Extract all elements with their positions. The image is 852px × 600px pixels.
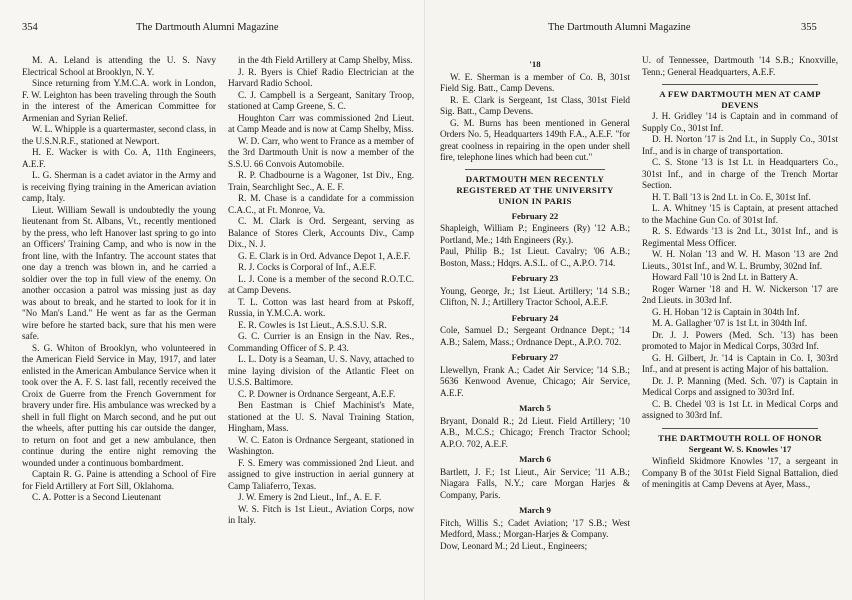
registration-date: February 24: [511, 312, 559, 323]
camp-devens-item: J. H. Gridley '14 is Captain and in command of Supply Co., 301st Inf.: [642, 111, 838, 133]
news-item: L. J. Cone is a member of the second R.O.T.C. at Camp Devens.: [228, 273, 414, 295]
continuation-text: U. of Tennessee, Dartmouth '14 S.B.; Knoxville, Tenn.; General Headquarters, A.E.F.: [642, 55, 838, 77]
registration-entry: Cole, Samuel D.; Sergeant Ordnance Dept.; '14 A.B.; Salem, Mass.; Ordnance Dept., A.P.O. 702.: [440, 325, 630, 347]
news-item: T. L. Cotton was last heard from at Pskoff, Russia, in Y.M.C.A. work.: [228, 296, 414, 318]
left-page-number: 354: [22, 22, 38, 33]
news-item: S. G. Whiton of Brooklyn, who volunteered in the American Field Service in May, 1917, and later enlisted in the American Ambulance Service when it took over the A. F. S. last fall, recently received the Croix de Guerre from the French Government for bravery under fire. His ambulance was wrecked by a shell in full flight on March second, and he put out the wheels, after putting his car outside the danger, to return on foot and get a new ambulance, then continue during the entire night removing the wounded under a continuous bombardment.: [22, 342, 216, 468]
news-item: R. M. Chase is a candidate for a commission C.A.C., at Ft. Monroe, Va.: [228, 193, 414, 215]
left-column-2: [228, 55, 414, 527]
news-item: G. M. Burns has been mentioned in General Orders No. 5, Headquarters 149th F.A., A.E.F. "for great coolness in repairing in the open under shell fire, telephone lines which had been cut.": [440, 117, 630, 162]
camp-devens-item: Roger Warner '18 and H. W. Nickerson '17 are 2nd Lieuts. in 303rd Inf.: [642, 283, 838, 305]
registration-entry: Paul, Philip B.; 1st Lieut. Cavalry; '06 A.B.; Boston, Mass.; Hdqrs. A.S.L. of C., A.P.O. 714.: [440, 246, 630, 268]
news-item: C. M. Clark is Ord. Sergeant, serving as Balance of Stores Clerk, Accounts Div., Camp Dix., N. J.: [228, 216, 414, 249]
right-running-title: The Dartmouth Alumni Magazine: [548, 22, 691, 33]
camp-devens-heading: A FEW DARTMOUTH MEN AT CAMP DEVENS: [659, 89, 821, 110]
news-item: Lieut. William Sewall is undoubtedly the young lieutenant from St. Albans, Vt., recently mentioned by the press, who left Hanover last spring to go into an Officers' Training Camp, and who is now in the front line, with the Infantry. The account states that one day a trench was blown in, and he carried a soldier over the top in full view of the enemy. On another occasion a patrol was missing just as day was about to break, and he started to look for it in "No Man's Land." He went as far as the German wire before he started back, sure that his men were safe.: [22, 204, 216, 341]
news-item: L. L. Doty is a Seaman, U. S. Navy, attached to mine laying division of the Atlantic Fleet on U.S.S. Baltimore.: [228, 354, 414, 387]
camp-devens-item: H. T. Ball '13 is 2nd Lt. in Co. E, 301st Inf.: [652, 191, 811, 202]
registration-date: February 27: [511, 352, 559, 362]
news-item: G. C. Currier is an Ensign in the Nav. Res., Commanding Officer of S. P. 43.: [228, 331, 414, 353]
registration-date: March 9: [519, 505, 551, 515]
registration-date: March 6: [519, 454, 551, 464]
left-column-1: [22, 55, 216, 504]
class-label: '18: [529, 59, 541, 69]
camp-devens-item: M. A. Gallagher '07 is 1st Lt. in 304th Inf.: [652, 318, 808, 328]
camp-devens-item: L. A. Whitney '15 is Captain, at present attached to the Machine Gun Co. of 301st Inf.: [642, 203, 838, 225]
news-item: W. C. Eaton is Ordnance Sergeant, stationed in Washington.: [228, 434, 414, 456]
news-item: Since returning from Y.M.C.A. work in London, F. W. Leighton has been traveling through the South in the interest of the American Committee for Armenian and Syrian Relief.: [22, 78, 216, 123]
roll-of-honor-text: Winfield Skidmore Knowles '17, a sergeant in Company B of the 301st Field Signal Battalion, died of meningitis at Camp Devens at Ayer, Mass.,: [642, 456, 838, 489]
news-item: C. A. Potter is a Second Lieutenant: [32, 492, 162, 502]
news-item: W. D. Carr, who went to France as a member of the 3rd Dartmouth Unit is now a member of the S.S.U. 66 Convois Automobile.: [228, 135, 414, 169]
registration-entry: Dow, Leonard M.; 2d Lieut., Engineers;: [440, 540, 588, 551]
camp-devens-item: Dr. J. P. Manning (Med. Sch. '07) is Captain in Medical Corps and assigned to 303rd Inf.: [642, 375, 838, 397]
registration-entry: Bartlett, J. F.; 1st Lieut., Air Service; '11 A.B.; Niagara Falls, N.Y.; care Morgan Harjes & Company, Paris.: [440, 466, 630, 500]
registration-entry: Shapleigh, William P.; Engineers (Ry) '12 A.B.; Portland, Me.; 14th Engineers (Ry.).: [440, 223, 630, 245]
news-item: Captain R. G. Paine is attending a School of Fire for Field Artillery at Fort Sill, Oklahoma.: [22, 469, 216, 491]
news-item: E. R. Cowles is 1st Lieut., A.S.S.U. S.R.: [238, 319, 387, 330]
news-item: L. G. Sherman is a cadet aviator in the Army and is receiving flying training in the American aviation camp, Italy.: [22, 170, 216, 203]
registration-date: February 22: [511, 210, 559, 221]
news-item: Houghton Carr was commissioned 2nd Lieut. at Camp Meade and is now at Camp Shelby, Miss.: [228, 112, 414, 134]
news-item: M. A. Leland is attending the U. S. Navy Electrical School at Brooklyn, N. Y.: [22, 55, 216, 77]
camp-devens-item: C. S. Stone '13 is 1st Lt. in Headquarters Co., 301st Inf., and in charge of the Trench Mortar Section.: [642, 157, 838, 190]
news-item: R. E. Clark is Sergeant, 1st Class, 301st Field Sig. Batt., Camp Devens.: [440, 94, 630, 116]
camp-devens-item: R. S. Edwards '13 is 2nd Lt., 301st Inf., and is Regimental Mess Officer.: [642, 226, 838, 248]
news-item: Ben Eastman is Chief Machinist's Mate, stationed at the U. S. Naval Training Station, Hingham, Mass.: [228, 400, 414, 433]
news-item: W. L. Whipple is a quartermaster, second class, in the U.S.N.R.F., stationed at Newport.: [22, 124, 216, 146]
university-union-heading: DARTMOUTH MEN RECENTLY REGISTERED AT THE UNIVERSITY UNION IN PARIS: [456, 173, 614, 206]
news-item: C. J. Campbell is a Sergeant, Sanitary Troop, stationed at Camp Greene, S. C.: [228, 89, 414, 111]
news-item: C. P. Downer is Ordnance Sergeant, A.E.F.: [238, 388, 396, 399]
camp-devens-item: C. B. Chedel '03 is 1st Lt. in Medical Corps and assigned to 303rd Inf.: [642, 398, 838, 420]
news-item: R. J. Cocks is Corporal of Inf., A.E.F.: [238, 262, 377, 272]
registration-entry: Fitch, Willis S.; Cadet Aviation; '17 S.B.; West Medford, Mass.; Morgan-Harjes & Company.: [440, 517, 630, 539]
registration-date: March 5: [519, 403, 551, 413]
news-item: J. W. Emery is 2nd Lieut., Inf., A. E. F.: [238, 492, 382, 502]
right-page: [426, 0, 852, 600]
roll-of-honor-heading: THE DARTMOUTH ROLL OF HONOR: [658, 432, 822, 443]
registration-entry: Bryant, Donald R.; 2d Lieut. Field Artillery; '10 A.B., M.C.S.; Chicago; French Tractor School; A.P.O. 702, A.E.F.: [440, 415, 630, 449]
section-divider: [465, 169, 605, 170]
camp-devens-item: Howard Fall '10 is 2nd Lt. in Battery A.: [652, 272, 799, 282]
news-item: W. E. Sherman is a member of Co. B, 301st Field Sig. Batt., Camp Devens.: [440, 71, 630, 93]
news-item: J. R. Byers is Chief Radio Electrician at the Harvard Radio School.: [228, 66, 414, 88]
registration-date: February 23: [511, 273, 559, 283]
news-item: G. E. Clark is in Ord. Advance Depot 1, A.E.F.: [238, 250, 411, 261]
camp-devens-item: Dr. J. J. Powers (Med. Sch. '13) has been promoted to Major in Medical Corps, 303rd Inf.: [642, 329, 838, 351]
registration-entry: Young, George, Jr.; 1st Lieut. Artillery; '14 S.B.; Clifton, N. J.; Artillery Tractor School, A.E.F.: [440, 285, 630, 307]
roll-of-honor-subheading: Sergeant W. S. Knowles '17: [688, 443, 792, 454]
camp-devens-item: G. H. Gilbert, Jr. '14 is Captain in Co. I, 303rd Inf., and at present is acting Major of his battalion.: [642, 352, 838, 374]
camp-devens-item: G. H. Hoban '12 is Captain in 304th Inf.: [652, 306, 800, 317]
news-item: in the 4th Field Artillery at Camp Shelby, Miss.: [238, 55, 413, 65]
camp-devens-item: D. H. Norton '17 is 2nd Lt., in Supply Co., 301st Inf., and is in charge of transportation.: [642, 134, 838, 156]
right-column-1: [440, 55, 630, 552]
section-divider: [662, 84, 818, 85]
right-column-2: [642, 55, 838, 491]
left-running-title: The Dartmouth Alumni Magazine: [136, 22, 279, 33]
camp-devens-item: W. H. Nolan '13 and W. H. Mason '13 are 2nd Lieuts., 301st Inf., and W. L. Brumby, 302nd Inf.: [642, 249, 838, 271]
section-divider: [662, 428, 818, 429]
news-item: R. P. Chadbourne is a Wagoner, 1st Div., Eng. Train, Searchlight Sec., A. E. F.: [228, 170, 414, 192]
right-page-number: 355: [801, 22, 817, 33]
news-item: F. S. Emery was commissioned 2nd Lieut. and assigned to give instruction in aerial gunnery at Camp Taliaferro, Texas.: [228, 457, 414, 491]
news-item: H. E. Wacker is with Co. A, 11th Engineers, A.E.F.: [22, 147, 216, 169]
registration-entry: Llewellyn, Frank A.; Cadet Air Service; '14 S.B.; 5636 Kenwood Avenue, Chicago; Air Service, A.E.F.: [440, 364, 630, 398]
news-item: W. S. Fitch is 1st Lieut., Aviation Corps, now in Italy.: [228, 503, 414, 525]
